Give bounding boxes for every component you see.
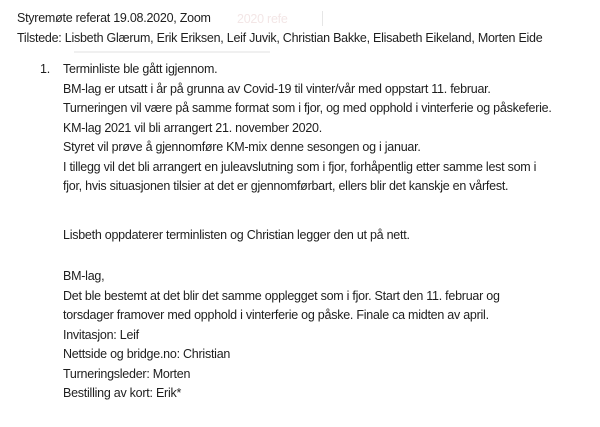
meeting-title: Styremøte referat 19.08.2020, Zoom <box>17 11 211 25</box>
faded-ghost-text: 2020 refe <box>237 12 288 26</box>
text-line: Turneringsleder: Morten <box>63 366 191 381</box>
text-line: Lisbeth oppdaterer terminlisten og Christian legger den ut på nett. <box>63 228 410 242</box>
text-line: BM-lag, <box>63 269 105 283</box>
document-header <box>17 9 542 48</box>
text-line: Terminliste ble gått igjennom. <box>63 62 218 76</box>
list-item-number: 1. <box>40 62 50 76</box>
scan-streak-artifact <box>74 51 270 53</box>
text-line: torsdager framover med opphold i vinterferie og påske. Finale ca midten av april. <box>63 308 489 322</box>
text-line: Bestilling av kort: Erik* <box>63 386 182 400</box>
agenda-paragraph-terminliste <box>63 60 552 197</box>
text-line: BM-lag er utsatt i år på grunna av Covid-19 til vinter/vår med oppstart 11. februar. <box>63 81 491 96</box>
agenda-paragraph-followup <box>63 226 410 246</box>
text-line: Nettside og bridge.no: Christian <box>63 347 231 361</box>
agenda-paragraph-bm-lag <box>63 267 500 404</box>
text-line: Invitasjon: Leif <box>63 327 139 342</box>
text-line: Det ble bestemt at det blir det samme opplegget som i fjor. Start den 11. februar og <box>63 288 500 303</box>
text-line: KM-lag 2021 vil bli arrangert 21. november 2020. <box>63 120 322 135</box>
attendees-line: Tilstede: Lisbeth Glærum, Erik Eriksen, Leif Juvik, Christian Bakke, Elisabeth Eikeland, Morten Eide <box>17 30 543 45</box>
text-line: I tillegg vil det bli arrangert en juleavslutning som i fjor, forhåpentlig etter samme lest som i <box>63 159 537 174</box>
text-line: fjor, hvis situasjonen tilsier at det er gjennomførbart, ellers blir det kanskje en vårfest. <box>63 179 509 193</box>
text-line: Styret vil prøve å gjennomføre KM-mix denne sesongen og i januar. <box>63 140 421 154</box>
text-line: Turneringen vil være på samme format som i fjor, og med opphold i vinterferie og påskeferie. <box>63 101 552 115</box>
